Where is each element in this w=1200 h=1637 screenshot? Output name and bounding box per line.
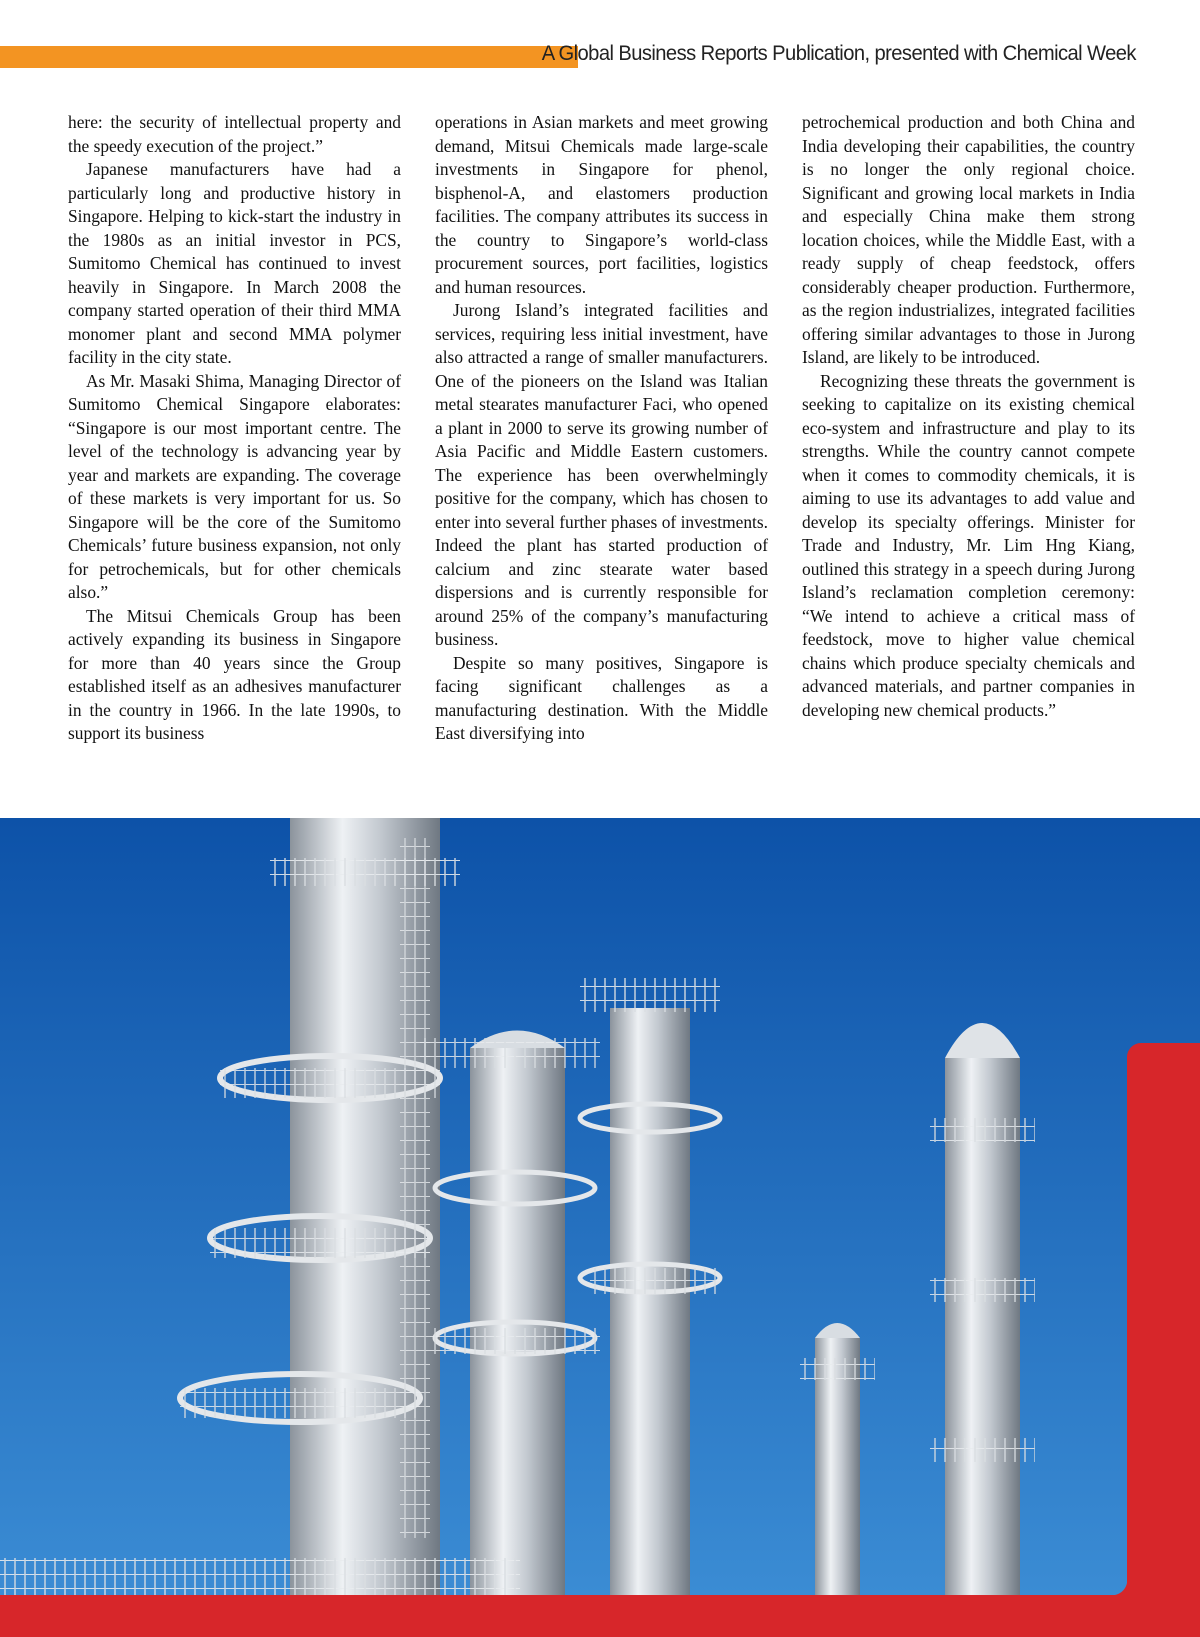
paragraph: As Mr. Masaki Shima, Managing Director of Sumitomo Chemical Singapore elaborates: “Singapore is our most important centre. The level of the technology is advancing year by year and markets are expanding. The coverage of these markets is very important for us. So Singapore will be the core of the Sumitomo Chemicals’ future business expansion, not only for petrochemicals, but for other chemicals also.” <box>68 370 401 602</box>
paragraph: here: the security of intellectual property and the speedy execution of the project.” <box>68 112 401 156</box>
publication-header: A Global Business Reports Publication, presented with Chemical Week <box>541 42 1136 65</box>
paragraph: Jurong Island’s integrated facilities and services, requiring less initial investment, have also attracted a range of smaller manufacturers. One of the pioneers on the Island was Italian metal stearates manufacturer Faci, who opened a plant in 2000 to serve its growing number of Asia Pacific and Middle Eastern customers. The experience has been overwhelmingly positive for the company, which has chosen to enter into several further phases of investments. Indeed the plant has started production of calcium and zinc stearate water based dispersions and is currently responsible for around 25% of the company’s manufacturing business. <box>435 300 768 649</box>
text-column-2 <box>435 111 768 746</box>
red-accent-side <box>1127 1043 1200 1603</box>
distillation-towers-photo <box>0 818 1200 1636</box>
paragraph: Japanese manufacturers have had a particularly long and productive history in Singapore. Helping to kick-start the industry in the 1980s as an initial investor in PCS, Sumitomo Chemical has continued to invest heavily in Singapore. In March 2008 the company started operation of their third MMA monomer plant and second MMA polymer facility in the city state. <box>68 159 401 367</box>
photo-illustration <box>0 818 1200 1636</box>
paragraph: Recognizing these threats the government is seeking to capitalize on its existing chemical eco-system and infrastructure and play to its strengths. While the country cannot compete when it comes to commodity chemicals, it is aiming to use its advantages to add value and develop its specialty offerings. Minister for Trade and Industry, Mr. Lim Hng Kiang, outlined this strategy in a speech during Jurong Island’s reclamation completion ceremony: “We intend to achieve a critical mass of feedstock, move to higher value chemical chains which produce specialty chemicals and advanced materials, and partner companies in developing new chemical products.” <box>802 370 1135 720</box>
text-column-3 <box>802 111 1135 722</box>
paragraph: Despite so many positives, Singapore is facing significant challenges as a manufacturing destination. With the Middle East diversifying into <box>435 652 768 743</box>
text-column-1 <box>68 111 401 746</box>
paragraph: The Mitsui Chemicals Group has been actively expanding its business in Singapore for more than 40 years since the Group established itself as an adhesives manufacturer in the country in 1966. In the late 1990s, to support its business <box>68 605 401 743</box>
red-accent-corner <box>1112 1580 1127 1595</box>
red-accent-bottom <box>0 1595 1200 1637</box>
tower-5 <box>930 1023 1035 1636</box>
header-accent-bar <box>0 46 578 68</box>
paragraph: petrochemical production and both China and India developing their capabilities, the country is no longer the only regional choice. Significant and growing local markets in India and especially China make them strong location choices, while the Middle East, with a ready supply of cheap feedstock, offers considerably cheaper production. Furthermore, as the region industrializes, integrated facilities offering similar advantages to those in Jurong Island, are likely to be introduced. <box>802 112 1135 367</box>
paragraph: operations in Asian markets and meet growing demand, Mitsui Chemicals made large-scale investments in Singapore for phenol, bisphenol-A, and elastomers production facilities. The company attributes its success in the country to Singapore’s world-class procurement sources, port facilities, logistics and human resources. <box>435 112 768 297</box>
